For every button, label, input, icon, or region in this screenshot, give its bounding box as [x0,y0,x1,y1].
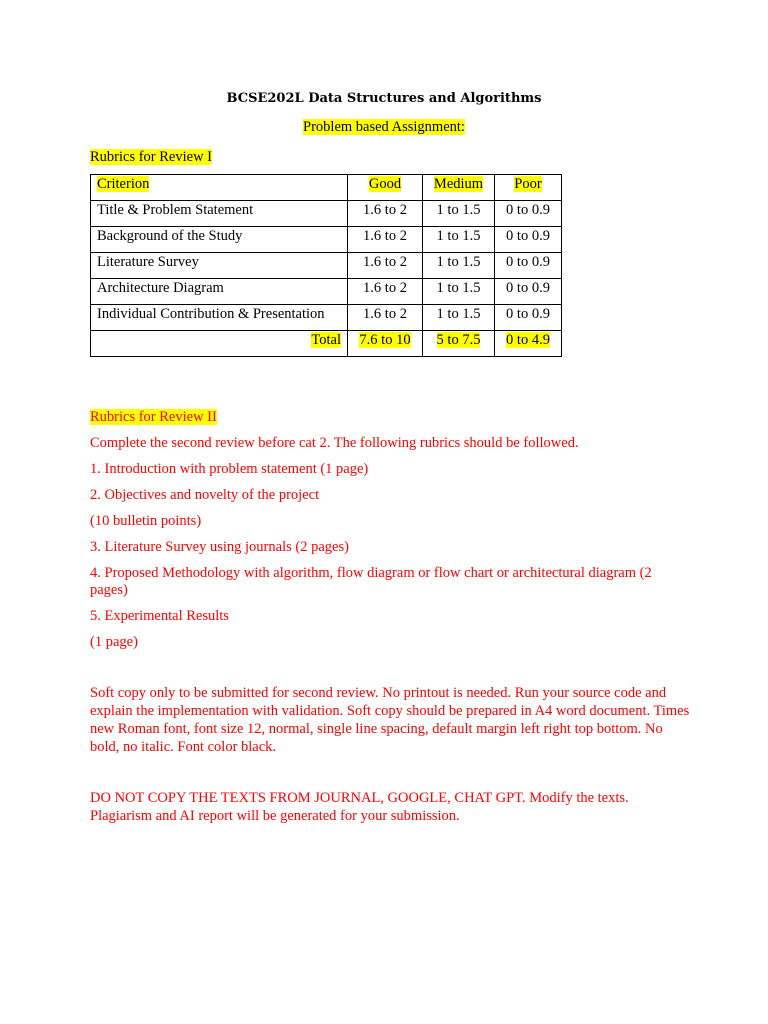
medium-cell: 1 to 1.5 [423,279,495,305]
document-title: BCSE202L Data Structures and Algorithms [226,91,542,106]
rubric-table [90,174,562,357]
review1-label-text: Rubrics for Review I [90,149,213,165]
review2-label [90,409,690,426]
list-item: 1. Introduction with problem statement (1 page) [90,461,369,477]
list-item: 2. Objectives and novelty of the project [90,487,320,503]
criterion-cell: Literature Survey [91,253,348,279]
good-cell: 1.6 to 2 [348,279,423,305]
review1-label [90,149,212,166]
total-medium-text: 5 to 7.5 [436,332,481,348]
list-item: 4. Proposed Methodology with algorithm, flow diagram or flow chart or architectural diagram (2 pages) [90,565,652,598]
softcopy-instructions: Soft copy only to be submitted for second review. No printout is needed. Run your source code and explain the implementation with validation. Soft copy should be prepared in A4 word document. Times new Roman font, font size 12, normal, single line spacing, default margin left right top bottom. No bold, no italic. Font color black. [90,685,690,755]
poor-cell: 0 to 0.9 [495,253,562,279]
review2-section [90,409,690,660]
review2-label-text: Rubrics for Review II [90,409,217,425]
header-medium-text: Medium [433,176,484,192]
header-medium [423,175,495,201]
criterion-cell: Architecture Diagram [91,279,348,305]
header-criterion-text: Criterion [97,176,150,192]
table-row [91,253,562,279]
medium-cell: 1 to 1.5 [423,201,495,227]
table-header-row [91,175,562,201]
table-total-row [91,331,562,357]
good-cell: 1.6 to 2 [348,305,423,331]
document-subtitle [0,119,768,136]
total-poor-text: 0 to 4.9 [506,332,550,348]
criterion-cell: Individual Contribution & Presentation [91,305,348,331]
list-item: 3. Literature Survey using journals (2 pages) [90,539,349,555]
poor-cell: 0 to 0.9 [495,227,562,253]
table-row [91,201,562,227]
subtitle-text: Problem based Assignment: [303,119,465,135]
good-cell: 1.6 to 2 [348,227,423,253]
total-poor-cell [495,331,562,357]
header-good [348,175,423,201]
medium-cell: 1 to 1.5 [423,305,495,331]
criterion-cell: Title & Problem Statement [91,201,348,227]
poor-cell: 0 to 0.9 [495,201,562,227]
review2-intro: Complete the second review before cat 2. The following rubrics should be followed. [90,435,579,451]
total-good-text: 7.6 to 10 [359,332,411,348]
list-item: 5. Experimental Results [90,608,229,624]
list-item: (1 page) [90,634,138,650]
header-poor [495,175,562,201]
table-row [91,305,562,331]
criterion-cell: Background of the Study [91,227,348,253]
medium-cell: 1 to 1.5 [423,253,495,279]
list-item: (10 bulletin points) [90,513,202,529]
total-label-text: Total [311,332,341,348]
total-label-cell [91,331,348,357]
table-row [91,227,562,253]
total-good-cell [348,331,423,357]
medium-cell: 1 to 1.5 [423,227,495,253]
good-cell: 1.6 to 2 [348,201,423,227]
table-row [91,279,562,305]
header-good-text: Good [368,176,402,192]
header-criterion [91,175,348,201]
poor-cell: 0 to 0.9 [495,305,562,331]
poor-cell: 0 to 0.9 [495,279,562,305]
good-cell: 1.6 to 2 [348,253,423,279]
plagiarism-warning: DO NOT COPY THE TEXTS FROM JOURNAL, GOOGLE, CHAT GPT. Modify the texts. Plagiarism and AI report will be generated for your submission. [90,790,629,824]
header-poor-text: Poor [514,176,542,192]
total-medium-cell [423,331,495,357]
